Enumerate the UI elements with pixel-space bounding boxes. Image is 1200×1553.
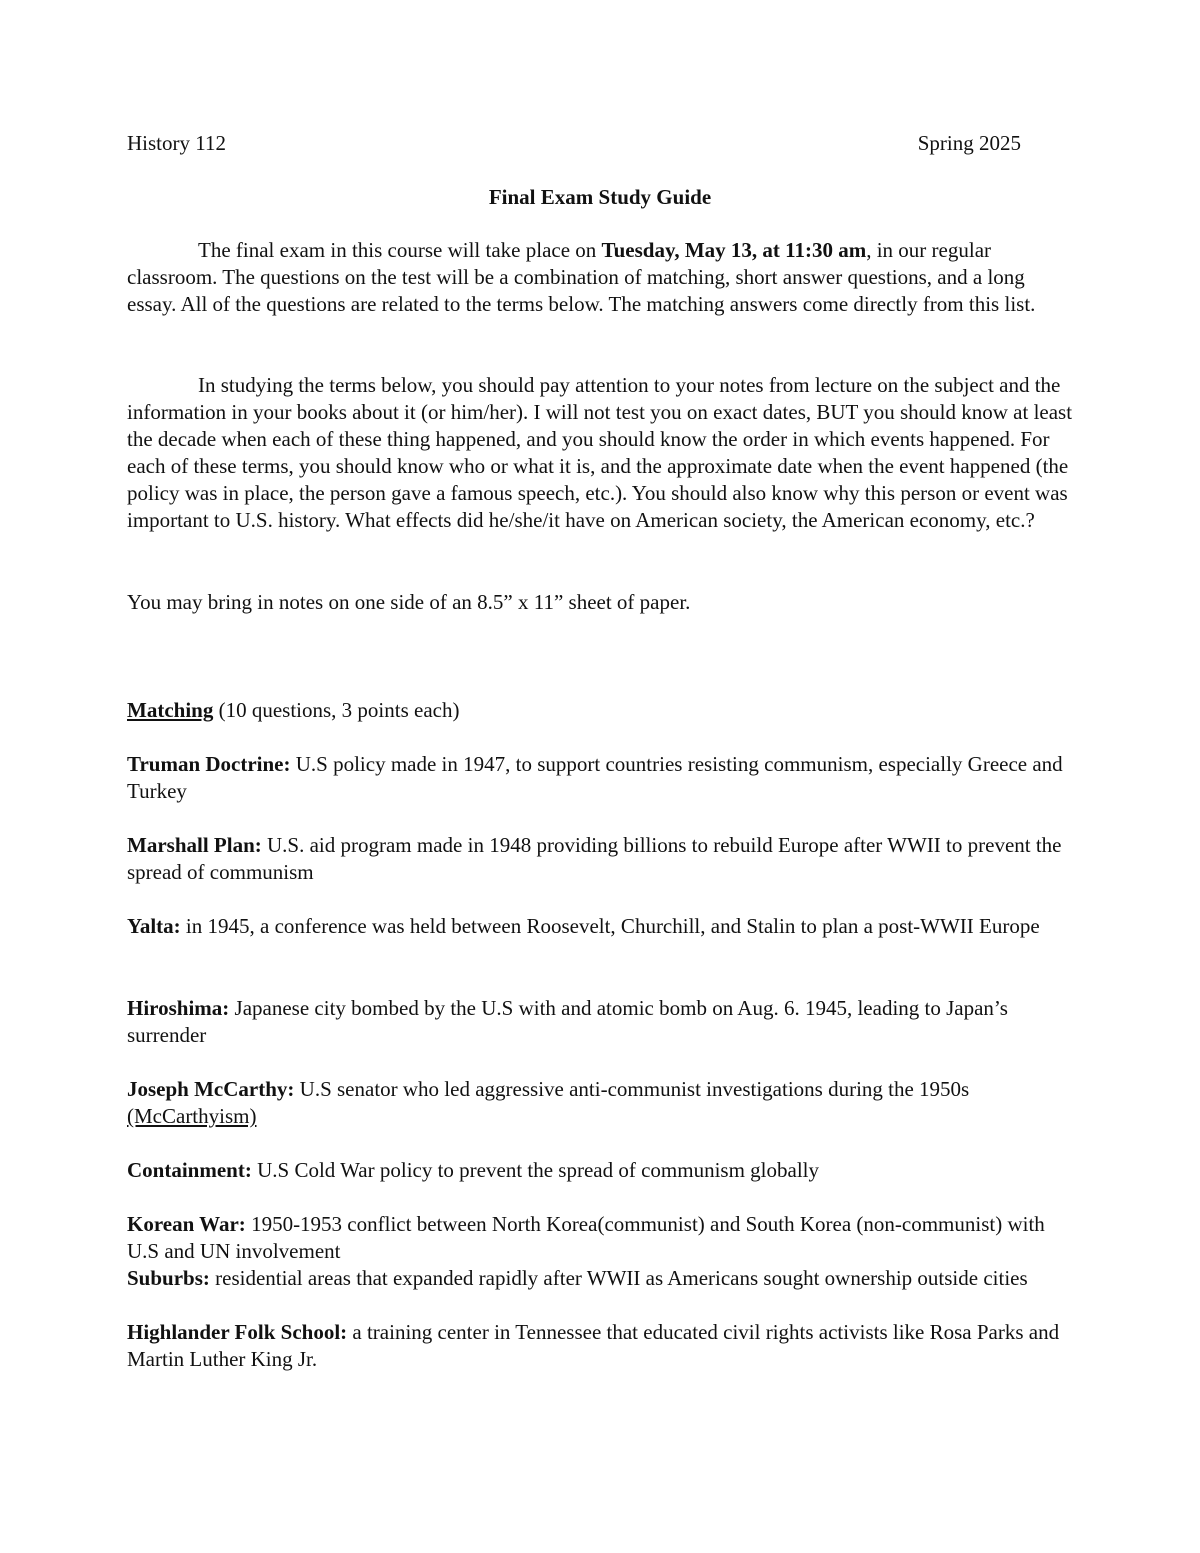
term-item [127,1157,1073,1184]
term-definition: 1950-1953 conflict between North Korea(communist) and South Korea (non-communist) with U.S and UN involvement [127,1212,1045,1263]
term-definition: a training center in Tennessee that educated civil rights activists like Rosa Parks and Martin Luther King Jr. [127,1320,1060,1371]
term-name: Suburbs: [127,1266,210,1290]
term-item [127,913,1073,940]
intro-paragraph-study-instructions: In studying the terms below, you should pay attention to your notes from lecture on the subject and the information in your books about it (or him/her). I will not test you on exact dates, BUT you should know at least the decade when each of these thing happened, and you should know the order in which events happened. For each of these terms, you should know who or what it is, and the approximate date when the event happened (the policy was in place, the person gave a famous speech, etc.). You should also know why this person or event was important to U.S. history. What effects did he/she/it have on American society, the American economy, etc.? [127,373,1073,532]
term-item [127,1265,1073,1292]
term-item [127,995,1073,1049]
term-definition: in 1945, a conference was held between Roosevelt, Churchill, and Stalin to plan a post-WWII Europe [180,914,1040,938]
course-name: History 112 [127,131,226,155]
document-header [127,130,1021,157]
term-underlined-note: (McCarthyism) [127,1104,257,1128]
term-item [127,1076,1073,1130]
term-definition: U.S. aid program made in 1948 providing billions to rebuild Europe after WWII to prevent the spread of communism [127,833,1062,884]
term-name: Containment: [127,1158,252,1182]
term-name: Marshall Plan: [127,833,262,857]
term-name: Joseph McCarthy: [127,1077,295,1101]
matching-section-heading [127,697,1073,724]
term-definition: U.S Cold War policy to prevent the spread of communism globally [251,1158,820,1182]
term-name: Highlander Folk School: [127,1320,348,1344]
matching-heading-label: Matching [127,698,214,722]
term-name: Korean War: [127,1212,246,1236]
term-item [127,751,1073,805]
document-title: Final Exam Study Guide [488,185,712,209]
intro-paragraph-exam-info [127,237,1073,318]
term-name: Yalta: [127,914,181,938]
semester: Spring 2025 [917,131,1021,155]
term-definition: U.S policy made in 1947, to support countries resisting communism, especially Greece and Turkey [127,752,1063,803]
term-definition: U.S senator who led aggressive anti-communist investigations during the 1950s [294,1077,970,1101]
term-definition: residential areas that expanded rapidly after WWII as Americans sought ownership outside cities [209,1266,1028,1290]
intro-paragraph-notes-allowed: You may bring in notes on one side of an 8.5” x 11” sheet of paper. [127,590,691,614]
term-definition: Japanese city bombed by the U.S with and atomic bomb on Aug. 6. 1945, leading to Japan’s surrender [127,996,1008,1047]
term-name: Truman Doctrine: [127,752,291,776]
term-item [127,832,1073,886]
intro-text-end: , in our regular classroom. The questions on the test will be a combination of matching, short answer questions, and a long essay. All of the questions are related to the terms below. The matching answers come directly from this list. [127,238,1036,316]
exam-date-time: Tuesday, May 13, at 11:30 am [601,238,867,262]
term-name: Hiroshima: [127,996,230,1020]
term-item [127,1319,1073,1373]
matching-heading-detail: (10 questions, 3 points each) [213,698,460,722]
intro-text-start: The final exam in this course will take place on [198,238,602,262]
term-item [127,1211,1073,1265]
